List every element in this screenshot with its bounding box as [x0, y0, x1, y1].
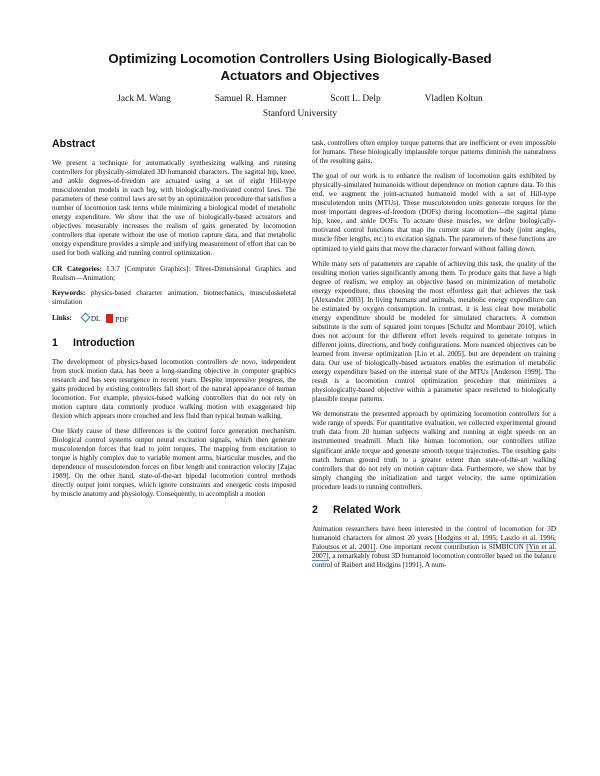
- citation-link[interactable]: [Hodgins et al. 1995;: [435, 533, 498, 542]
- text-run: . One important recent contribution is SIMBICON: [375, 542, 527, 551]
- right-paragraph-4: We demonstrate the presented approach by optimizing locomotion controllers for a wide range of speeds. For quantitative evaluation, we collected experimental ground truth data from 20 human subjects walking and running at eight speeds on an instrumented treadmill. Much like human locomotion, our controllers utilize significant ankle torque and generate smooth torque trajectories. The resulting gaits match human ground truth to a greater extent than state-of-the-art walking controllers that do not rely on motion capture data. Furthermore, we show that by simply changing the initialization and target velocity, the same optimization procedure leads to running controllers.: [312, 410, 556, 491]
- right-paragraph-2: The goal of our work is to enhance the realism of locomotion gaits exhibited by physically-simulated humanoids without dependence on motion capture data. To this end, we augment the joint-actuated humanoid model with a set of Hill-type musculotendon units (MTUs). These musculotendon units generate torques for the most important degrees-of-freedom (DOFs) during locomotion—the sagittal plane hip, knee, and ankle DOFs. To actuate these muscles, we define biologically-motivated control functions that map the current state of the body (joint angles, muscle fiber lengths, etc.) to excitation signals. The parameters of these functions are optimized to yield gaits that move the character forward without falling down.: [312, 172, 556, 253]
- author-list: [60, 94, 540, 104]
- author: Vladlen Koltun: [424, 94, 483, 104]
- keywords-label: Keywords:: [52, 288, 86, 297]
- links-row: [52, 313, 296, 325]
- intro-paragraph-2: One likely cause of these differences is the control force generation mechanism. Biological control systems output neural excitation signals, which then generate musculotendon forces that lead to joint torques. The mapping from excitation to torque is highly complex due to variable moment arms, biarticular muscles, and the dependence of musculotendon forces on fiber length and contraction velocity [Zajac 1989]. On the other hand, state-of-the-art bipedal locomotion control methods directly output joint torques, which ignore constraints and energetic costs imposed by muscle anatomy and physiology. Consequently, to accomplish a motion: [52, 427, 296, 499]
- citation-link[interactable]: [Yin et al. 2007]: [312, 542, 557, 560]
- pdf-icon: [106, 314, 113, 323]
- right-column: [312, 139, 556, 576]
- text-run: The development of physics-based locomotion controllers: [52, 357, 232, 366]
- citation-link[interactable]: Laszlo et al. 1996;: [500, 533, 556, 542]
- abstract-text: We present a technique for automatically synthesizing walking and running controllers for physically-simulated 3D humanoid characters. The sagittal hip, knee, and ankle degrees-of-freedom are actuated using a set of eight Hill-type musculotendon models in each leg, with biologically-motivated control laws. The parameters of these control laws are set by an optimization procedure that satisfies a number of locomotion task terms while minimizing a biological model of metabolic energy expenditure. We show that the use of biologically-based actuators and objectives measurably increases the realism of gaits generated by locomotion controllers that operate without the use of motion capture data, and that metabolic energy expenditure provides a simple and unifying measurement of effort that can be used for both walking and running control optimization.: [52, 159, 296, 258]
- links-label: Links:: [52, 314, 72, 323]
- dl-label: DL: [90, 314, 101, 323]
- related-paragraph-1: [312, 525, 556, 570]
- pdf-label: PDF: [115, 315, 129, 324]
- title-line-1: Optimizing Locomotion Controllers Using Biologically-Based: [108, 51, 492, 66]
- text-run: Animation researchers have been interested in the control of locomotion for 3D humanoid characters for almost 20 years: [312, 524, 556, 542]
- cr-label: CR Categories:: [52, 264, 102, 273]
- affiliation: Stanford University: [262, 109, 338, 119]
- right-paragraph-3: While many sets of parameters are capable of achieving this task, the quality of the resulting motion varies significantly among them. To produce gaits that have a high degree of realism, we employ an objective based on minimization of metabolic energy expenditure, thus choosing the most effortless gait that achieves the task [Alexander 2003]. In living humans and animals, metabolic energy expenditure can be estimated by oxygen consumption. In contrast, it is less clear how metabolic energy expenditure should be modeled for simulated characters. A common substitute is the sum of squared joint torques [Schultz and Mombaur 2010], which does not account for the different effort levels required to generate torques in different joints, directions, and body configurations. More nuanced objectives can be learned from inverse optimization [Liu et al. 2005], but are dependent on training data. Our use of biologically-based actuators enables the estimation of metabolic energy expenditure based on the internal state of the MTUs [Anderson 1999]. The result is a locomotion control optimization procedure that minimizes a physiologically-based objective within a parameter space restricted to biologically plausible torque patterns.: [312, 259, 556, 404]
- citation-link[interactable]: Faloutsos et al. 2001]: [312, 542, 376, 551]
- section-number: 2: [312, 503, 318, 516]
- keywords: [52, 289, 296, 307]
- dl-icon: [80, 312, 90, 322]
- section-number: 1: [52, 336, 58, 349]
- keywords-text: physics-based character animation, biomechanics, musculoskeletal simulation: [52, 288, 296, 306]
- related-work-heading: [312, 504, 556, 516]
- emphasis: de novo: [231, 357, 256, 366]
- intro-heading: [52, 337, 296, 349]
- author: Samuel R. Hamner: [214, 94, 287, 104]
- pdf-link[interactable]: [106, 313, 128, 325]
- section-title: Introduction: [73, 336, 135, 349]
- cr-categories: [52, 265, 296, 283]
- right-paragraph-1: task, controllers often employ torque patterns that are inefficient or even impossible for humans. These biologically implausible torque patterns diminish the naturalness of the resulting gaits.: [312, 139, 556, 166]
- dl-link[interactable]: [78, 314, 101, 324]
- text-run: , a remarkably robust 3D humanoid locomotion controller based on the balance control of Raibert and Hodgins [1991]. A num-: [312, 551, 556, 569]
- intro-paragraph-1: [52, 358, 296, 421]
- text-run: , independent from stock motion data, has been a long-standing objective in computer graphics research and has seen resurgence in recent years. Despite impressive progress, the gaits produced by existing controllers fall short of the natural appearance of human locomotion. For example, physics-based walking controllers that do not rely on motion capture data commonly produce walking motion with exaggerated hip flexion which appears more crouched and less fluid than typical human walking.: [52, 357, 297, 421]
- title-line-2: Actuators and Objectives: [220, 68, 380, 83]
- cr-text: I.3.7 [Computer Graphics]: Three-Dimensional Graphics and Realism—Animation;: [52, 264, 296, 282]
- abstract-heading: Abstract: [52, 138, 95, 150]
- author: Scott L. Delp: [330, 94, 381, 104]
- left-column: [52, 138, 296, 505]
- author: Jack M. Wang: [117, 94, 171, 104]
- paper-title: [60, 50, 540, 84]
- section-title: Related Work: [333, 503, 401, 516]
